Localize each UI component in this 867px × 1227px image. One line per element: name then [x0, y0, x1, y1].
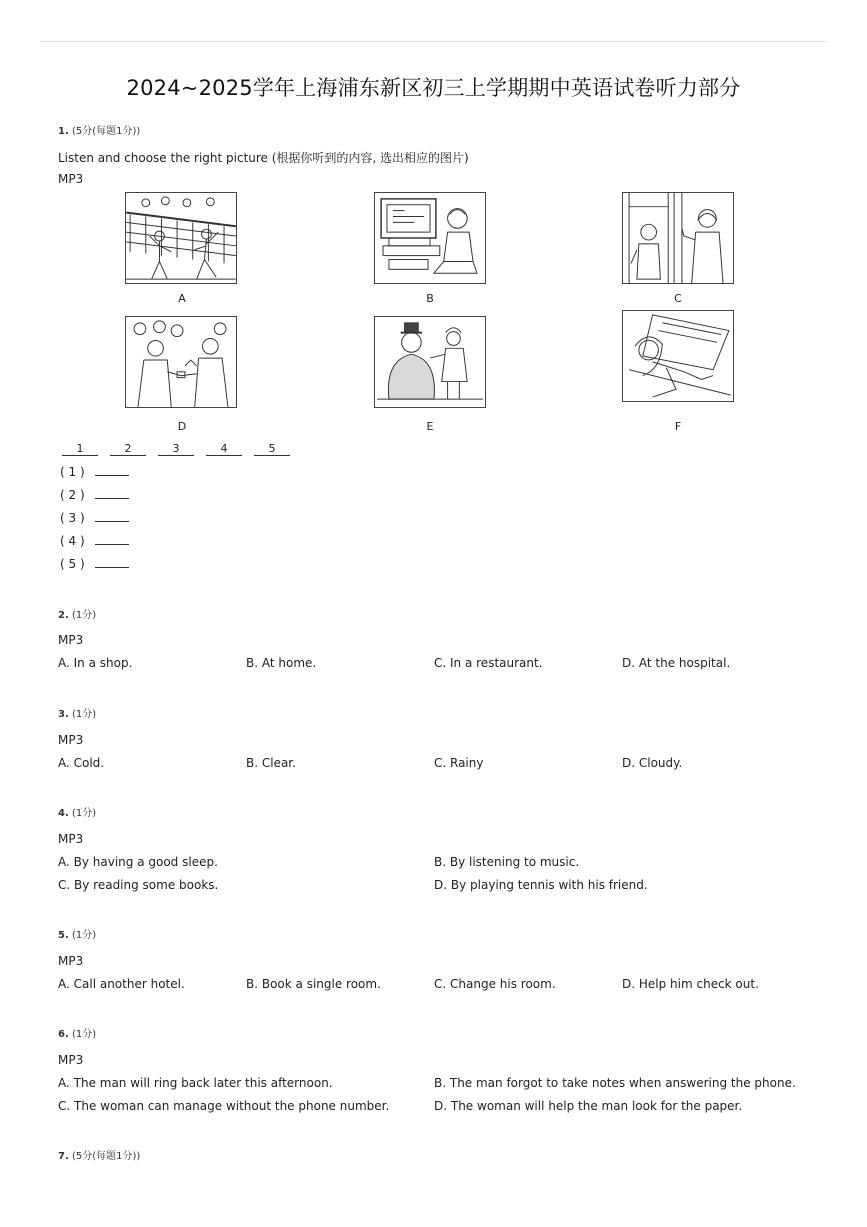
- snowman-girl-picture[interactable]: [374, 316, 486, 408]
- picture-label-e: E: [426, 420, 434, 433]
- question-points: (1分): [71, 709, 97, 720]
- option-a[interactable]: A. The man will ring back later this afternoon.: [58, 1076, 333, 1090]
- question-number: 2.: [58, 610, 69, 621]
- mp3-audio-link[interactable]: MP3: [58, 832, 84, 846]
- option-c[interactable]: C. Rainy: [434, 756, 484, 770]
- option-a[interactable]: A. Call another hotel.: [58, 977, 185, 991]
- answer-label: ( 4 ): [60, 534, 85, 548]
- mp3-audio-link[interactable]: MP3: [58, 172, 84, 186]
- option-d[interactable]: D. Help him check out.: [622, 977, 759, 991]
- question-points: (1分): [71, 808, 97, 819]
- question-points: (1分): [71, 1029, 97, 1040]
- boy-and-man-at-door-picture[interactable]: [622, 192, 734, 284]
- option-c[interactable]: C. Change his room.: [434, 977, 556, 991]
- option-b[interactable]: B. The man forgot to take notes when answering the phone.: [434, 1076, 796, 1090]
- answer-label: ( 5 ): [60, 557, 85, 571]
- question-5-header: [58, 926, 96, 941]
- child-computer-picture[interactable]: [374, 192, 486, 284]
- question-7-header: [58, 1147, 140, 1162]
- answer-row-2[interactable]: [60, 488, 129, 502]
- mp3-audio-link[interactable]: MP3: [58, 954, 84, 968]
- page-title: 2024~2025学年上海浦东新区初三上学期期中英语试卷听力部分: [126, 76, 741, 100]
- option-d[interactable]: D. The woman will help the man look for the paper.: [434, 1099, 743, 1113]
- question-points: (5分(每题1分)): [71, 1151, 141, 1162]
- girl-drawing-picture[interactable]: [622, 310, 734, 402]
- sequence-blanks: [62, 442, 302, 456]
- question-number: 6.: [58, 1029, 69, 1040]
- answer-row-5[interactable]: [60, 557, 129, 571]
- option-d[interactable]: D. At the hospital.: [622, 656, 731, 670]
- option-c[interactable]: C. By reading some books.: [58, 878, 219, 892]
- question-2-header: [58, 606, 96, 621]
- answer-label: ( 2 ): [60, 488, 85, 502]
- option-b[interactable]: B. Clear.: [246, 756, 296, 770]
- option-b[interactable]: B. At home.: [246, 656, 317, 670]
- sequence-item: 1: [62, 442, 98, 456]
- answer-blank[interactable]: [95, 567, 129, 568]
- question-3-header: [58, 705, 96, 720]
- answer-row-4[interactable]: [60, 534, 129, 548]
- sequence-item: 2: [110, 442, 146, 456]
- picture-label-c: C: [674, 292, 682, 305]
- picture-label-b: B: [426, 292, 434, 305]
- question-points: (5分(每题1分)): [71, 126, 141, 137]
- question-1-instruction: Listen and choose the right picture (根据你听到的内容, 选出相应的图片): [58, 151, 469, 165]
- volleyball-players-picture[interactable]: [125, 192, 237, 284]
- question-1-header: [58, 122, 140, 137]
- answer-row-3[interactable]: [60, 511, 129, 525]
- option-d[interactable]: D. Cloudy.: [622, 756, 683, 770]
- picture-label-d: D: [177, 420, 187, 433]
- option-c[interactable]: C. In a restaurant.: [434, 656, 543, 670]
- question-points: (1分): [71, 930, 97, 941]
- sequence-item: 4: [206, 442, 242, 456]
- sequence-item: 5: [254, 442, 290, 456]
- option-b[interactable]: B. Book a single room.: [246, 977, 381, 991]
- mp3-audio-link[interactable]: MP3: [58, 1053, 84, 1067]
- option-b[interactable]: B. By listening to music.: [434, 855, 580, 869]
- question-4-header: [58, 804, 96, 819]
- header-divider: [40, 41, 827, 42]
- answer-blank[interactable]: [95, 521, 129, 522]
- option-a[interactable]: A. In a shop.: [58, 656, 133, 670]
- question-number: 5.: [58, 930, 69, 941]
- answer-row-1[interactable]: [60, 465, 129, 479]
- option-c[interactable]: C. The woman can manage without the phone number.: [58, 1099, 390, 1113]
- picture-label-a: A: [178, 292, 186, 305]
- answer-blank[interactable]: [95, 475, 129, 476]
- option-a[interactable]: A. Cold.: [58, 756, 105, 770]
- handshake-crowd-picture[interactable]: [125, 316, 237, 408]
- mp3-audio-link[interactable]: MP3: [58, 633, 84, 647]
- question-number: 1.: [58, 126, 69, 137]
- answer-blank[interactable]: [95, 544, 129, 545]
- option-d[interactable]: D. By playing tennis with his friend.: [434, 878, 648, 892]
- answer-label: ( 1 ): [60, 465, 85, 479]
- question-6-header: [58, 1025, 96, 1040]
- question-number: 3.: [58, 709, 69, 720]
- picture-label-f: F: [674, 420, 682, 433]
- sequence-item: 3: [158, 442, 194, 456]
- answer-label: ( 3 ): [60, 511, 85, 525]
- mp3-audio-link[interactable]: MP3: [58, 733, 84, 747]
- question-points: (1分): [71, 610, 97, 621]
- option-a[interactable]: A. By having a good sleep.: [58, 855, 218, 869]
- question-number: 7.: [58, 1151, 69, 1162]
- answer-blank[interactable]: [95, 498, 129, 499]
- question-number: 4.: [58, 808, 69, 819]
